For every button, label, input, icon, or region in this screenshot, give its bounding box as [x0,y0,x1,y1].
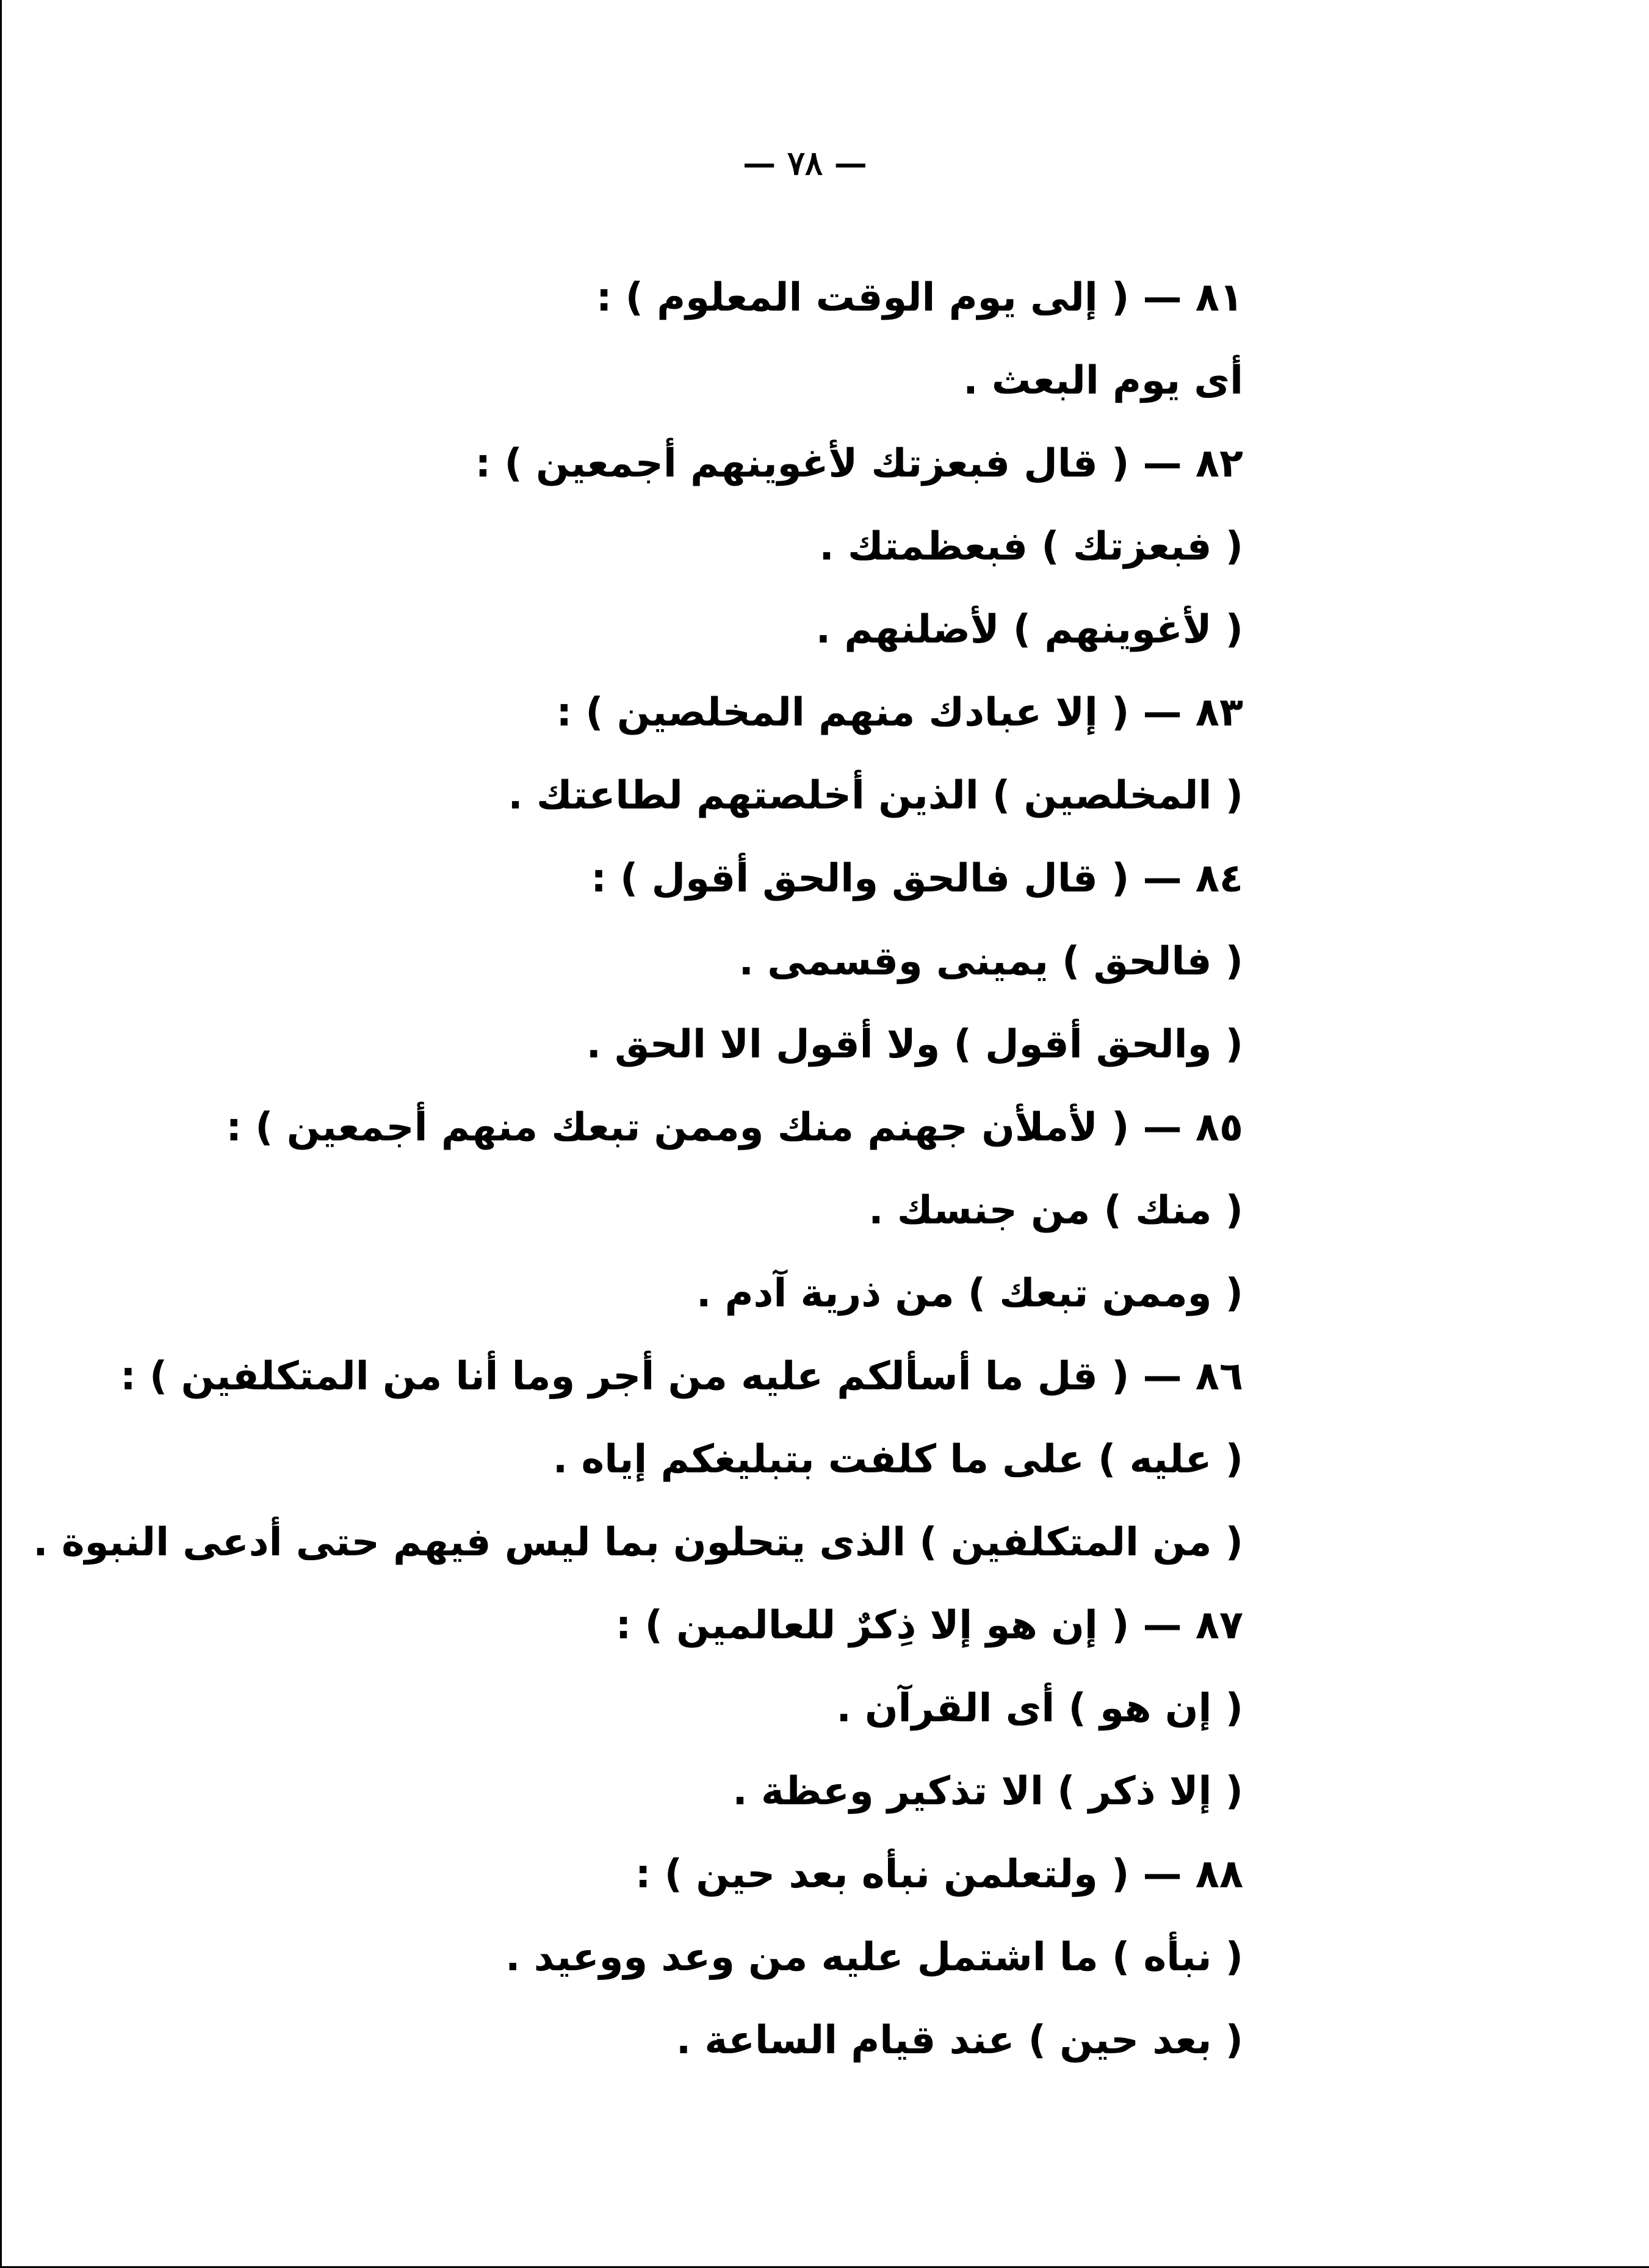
verse-84-heading: ٨٤ — ( قال فالحق والحق أقول ) : [591,856,1243,901]
verse-83-heading: ٨٣ — ( إلا عبادك منهم المخلصين ) : [556,690,1243,735]
verse-82-gloss-1: ( فبعزتك ) فبعظمتك . [819,524,1243,569]
verse-82-gloss-2: ( لأغوينهم ) لأضلنهم . [815,607,1243,652]
verse-86-gloss-2: ( من المتكلفين ) الذى يتحلون بما ليس فيهم حتى أدعى النبوة . [33,1520,1243,1565]
verse-82-heading: ٨٢ — ( قال فبعزتك لأغوينهم أجمعين ) : [475,441,1243,486]
verse-84-gloss-2: ( والحق أقول ) ولا أقول الا الحق . [586,1022,1243,1067]
verse-86-gloss-1: ( عليه ) على ما كلفت بتبليغكم إياه . [552,1437,1243,1482]
verse-81-heading: ٨١ — ( إلى يوم الوقت المعلوم ) : [596,275,1243,320]
verse-85-heading: ٨٥ — ( لأملأن جهنم منك وممن تبعك منهم أجمعين ) : [226,1105,1243,1150]
verse-87-gloss-1: ( إن هو ) أى القرآن . [836,1686,1243,1731]
verse-81-gloss: أى يوم البعث . [963,358,1243,403]
verse-85-gloss-1: ( منك ) من جنسك . [868,1188,1243,1233]
page-number: — ٧٨ — [743,143,867,182]
verse-88-gloss-2: ( بعد حين ) عند قيام الساعة . [676,2018,1243,2063]
verse-86-heading: ٨٦ — ( قل ما أسألكم عليه من أجر وما أنا من المتكلفين ) : [120,1354,1243,1399]
verse-88-heading: ٨٨ — ( ولتعلمن نبأه بعد حين ) : [635,1852,1243,1897]
verse-83-gloss: ( المخلصين ) الذين أخلصتهم لطاعتك . [508,773,1243,818]
verse-84-gloss-1: ( فالحق ) يمينى وقسمى . [738,939,1243,984]
commentary-text [33,256,1243,2082]
verse-87-heading: ٨٧ — ( إن هو إلا ذِكرٌ للعالمين ) : [615,1603,1243,1648]
verse-88-gloss-1: ( نبأه ) ما اشتمل عليه من وعد ووعيد . [505,1935,1243,1980]
verse-87-gloss-2: ( إلا ذكر ) الا تذكير وعظة . [732,1769,1243,1814]
verse-85-gloss-2: ( وممن تبعك ) من ذرية آدم . [696,1271,1243,1316]
